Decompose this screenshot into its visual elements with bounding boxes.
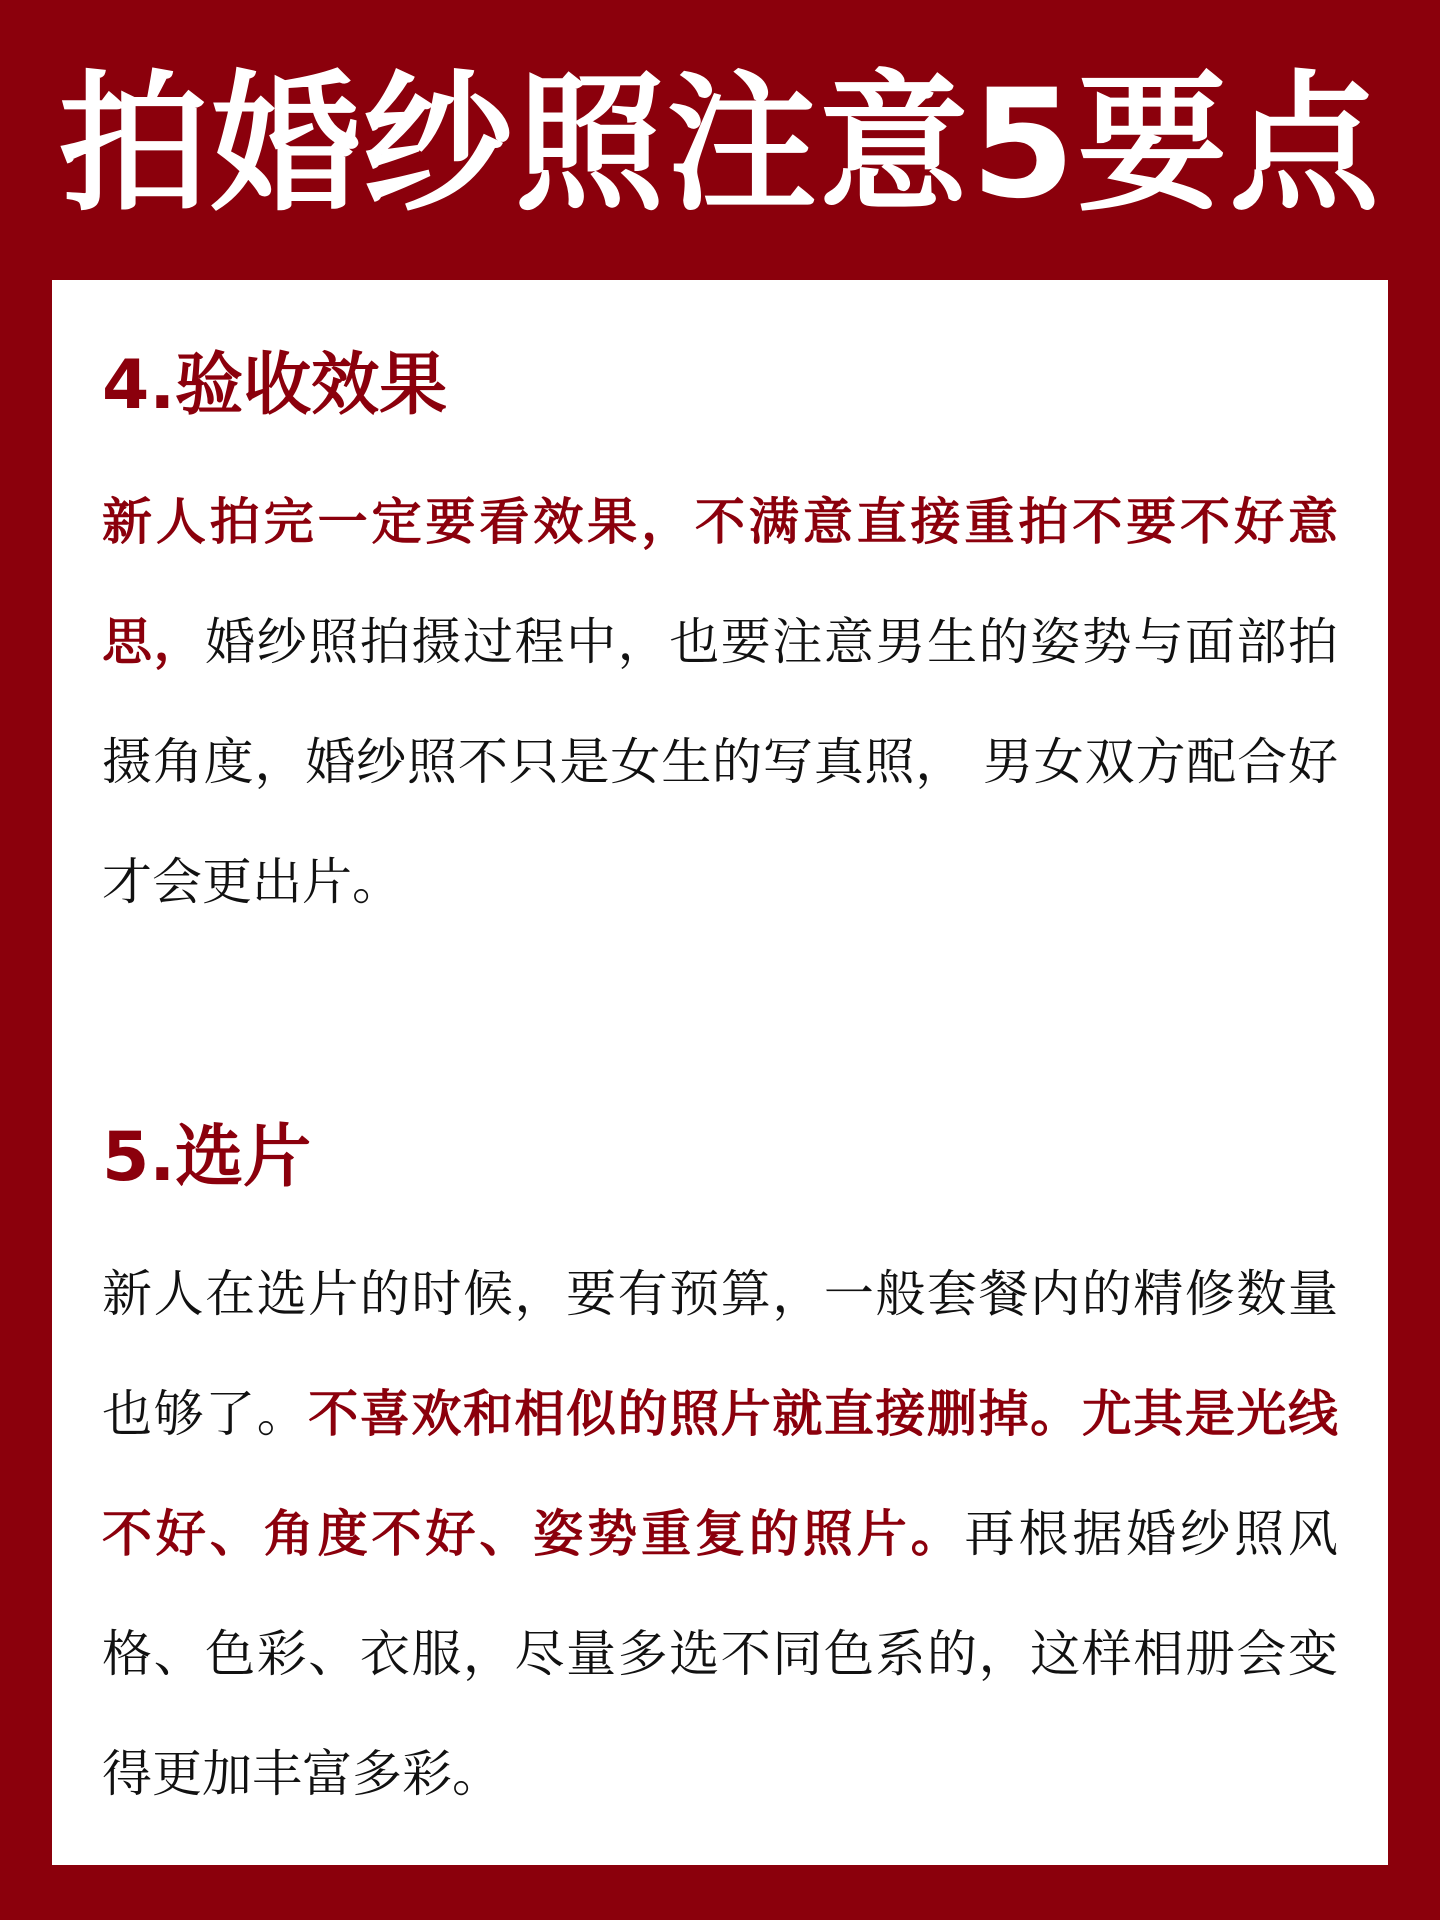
body-text: 新人在选片的时候，要有预算，一般套餐内的精修数量也够了。 <box>102 1265 1338 1443</box>
emphasis-text: 不喜欢和相似的照片就直接删掉。尤其是光线不好、角度不好、姿势重复的照片。 <box>102 1385 1339 1563</box>
section-paragraph-5 <box>102 1234 1338 1834</box>
section-paragraph-4 <box>102 462 1338 942</box>
body-text: 再根据婚纱照风格、色彩、衣服，尽量多选不同色系的，这样相册会变得更加丰富多彩。 <box>102 1505 1339 1803</box>
page-title: 拍婚纱照注意5要点 <box>58 58 1382 232</box>
body-text: 婚纱照拍摄过程中，也要注意男生的姿势与面部拍摄角度，婚纱照不只是女生的写真照， 男女双方配合好才会更出片。 <box>102 613 1339 911</box>
section-4 <box>102 346 1339 942</box>
emphasis-text: 新人拍完一定要看效果，不满意直接重拍不要不好意思， <box>102 493 1338 671</box>
section-heading-5: 5.选片 <box>102 1118 312 1197</box>
content-card <box>52 280 1388 1865</box>
section-heading-4: 4.验收效果 <box>102 346 448 425</box>
section-5 <box>102 1118 1339 1834</box>
